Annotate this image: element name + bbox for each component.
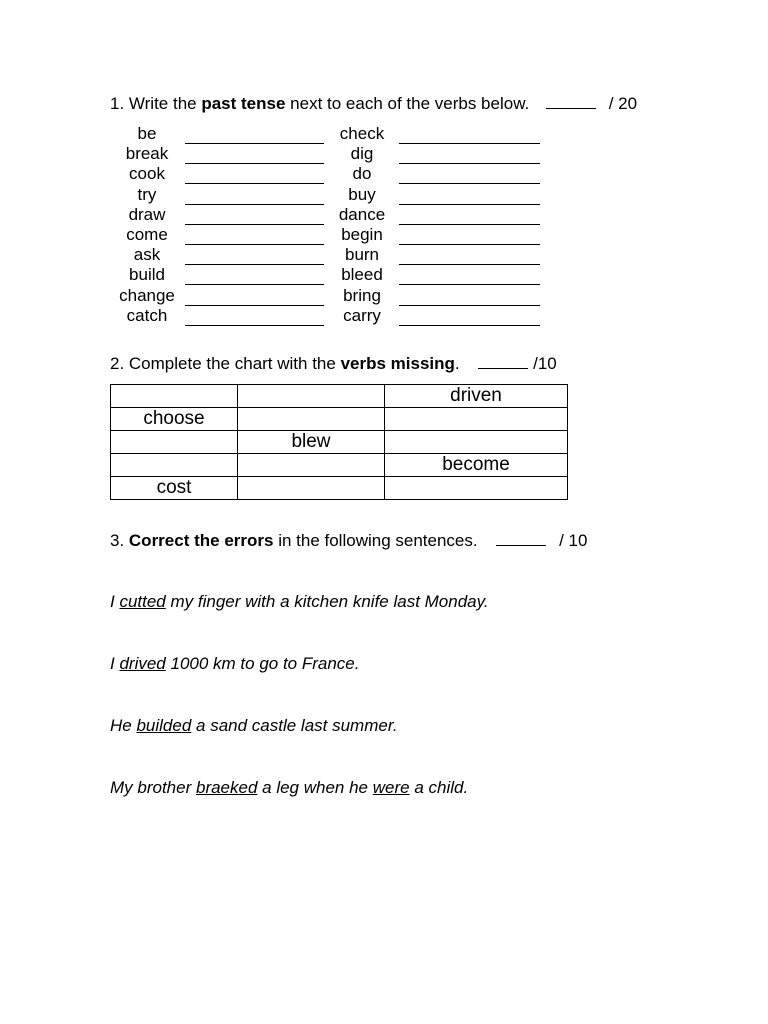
chart-cell[interactable] — [385, 477, 568, 500]
sentence-text: 1000 km to go to France. — [165, 654, 360, 673]
answer-line[interactable] — [399, 183, 540, 184]
section2-score: /10 — [533, 354, 557, 373]
section2-bold: verbs missing — [340, 354, 455, 373]
chart-row — [111, 477, 568, 500]
section2-heading — [110, 354, 557, 374]
verb-right: bleed — [341, 265, 383, 285]
verb-left: cook — [129, 164, 165, 184]
answer-line[interactable] — [185, 325, 324, 326]
verb-left: draw — [128, 204, 166, 224]
answer-line[interactable] — [399, 143, 540, 144]
verb-left: come — [126, 224, 168, 244]
chart-cell[interactable] — [385, 431, 568, 454]
answer-line[interactable] — [399, 224, 540, 225]
chart-cell[interactable]: driven — [385, 385, 568, 408]
verb-right: burn — [344, 245, 380, 265]
section3-heading — [110, 531, 587, 551]
section3-bold: Correct the errors — [128, 531, 274, 550]
chart-cell[interactable]: blew — [238, 431, 385, 454]
chart-cell[interactable] — [111, 385, 238, 408]
answer-line[interactable] — [399, 244, 540, 245]
chart-cell[interactable] — [111, 454, 238, 477]
verb-right: begin — [341, 224, 383, 244]
section3-score: / 10 — [559, 531, 588, 550]
chart-cell[interactable]: choose — [111, 408, 238, 431]
answer-line[interactable] — [399, 305, 540, 306]
answer-line[interactable] — [185, 244, 324, 245]
answer-line[interactable] — [185, 204, 324, 205]
section3-score-blank[interactable] — [496, 531, 546, 546]
section2-prefix: 2. Complete the chart with the — [110, 354, 341, 373]
section1-suffix: next to each of the verbs below. — [285, 94, 530, 113]
verb-left: be — [137, 124, 157, 143]
chart-row — [111, 408, 568, 431]
verb-left: try — [137, 184, 157, 204]
answer-line[interactable] — [399, 163, 540, 164]
section1-score: / 20 — [608, 94, 638, 113]
section1-score-blank[interactable] — [546, 94, 596, 109]
answer-line[interactable] — [185, 143, 324, 144]
sentence-text: a sand castle last summer. — [191, 716, 398, 735]
verb-left: break — [125, 144, 169, 164]
verb-right: bring — [343, 285, 381, 305]
chart-cell[interactable] — [238, 477, 385, 500]
verb-chart — [110, 384, 568, 500]
answer-line[interactable] — [185, 224, 324, 225]
section1-heading — [110, 94, 637, 114]
sentence-error: drived — [119, 654, 166, 673]
section1-prefix: 1. Write the — [110, 94, 202, 113]
sentence-error: braeked — [195, 778, 258, 797]
verb-right: carry — [343, 305, 381, 325]
chart-cell[interactable] — [111, 431, 238, 454]
verb-left: catch — [126, 305, 168, 325]
answer-line[interactable] — [399, 204, 540, 205]
chart-cell[interactable] — [238, 385, 385, 408]
verb-left: change — [119, 285, 175, 305]
answer-line[interactable] — [399, 284, 540, 285]
sentence-error: builded — [136, 716, 192, 735]
answer-line[interactable] — [399, 264, 540, 265]
chart-cell[interactable]: cost — [111, 477, 238, 500]
section3-prefix: 3. — [110, 531, 129, 550]
sentence-text: My brother — [110, 778, 196, 797]
sentence — [110, 591, 489, 613]
chart-cell[interactable]: become — [385, 454, 568, 477]
verb-right: dig — [350, 144, 374, 164]
sentence-error: were — [372, 778, 410, 797]
verb-left: ask — [133, 245, 161, 265]
answer-line[interactable] — [185, 163, 324, 164]
verb-right: check — [339, 124, 385, 143]
verb-right: dance — [338, 204, 386, 224]
sentence-text: my finger with a kitchen knife last Monday. — [165, 592, 489, 611]
answer-line[interactable] — [185, 284, 324, 285]
chart-cell[interactable] — [385, 408, 568, 431]
sentence-text: a child. — [409, 778, 469, 797]
sentence-error: cutted — [119, 592, 166, 611]
answer-line[interactable] — [185, 183, 324, 184]
sentence — [110, 715, 398, 737]
section2-score-blank[interactable] — [478, 354, 528, 369]
sentence — [110, 777, 468, 799]
sentence-text: He — [110, 716, 137, 735]
sentence — [110, 653, 359, 675]
sentence-text: a leg when he — [257, 778, 373, 797]
sentence-text: I — [110, 654, 120, 673]
section2-suffix: . — [454, 354, 460, 373]
chart-cell[interactable] — [238, 454, 385, 477]
verb-left: build — [129, 265, 165, 285]
chart-row — [111, 385, 568, 408]
section3-suffix: in the following sentences. — [273, 531, 478, 550]
sentence-text: I — [110, 592, 120, 611]
chart-row — [111, 454, 568, 477]
verb-right: do — [352, 164, 372, 184]
verb-right: buy — [348, 184, 376, 204]
chart-row — [111, 431, 568, 454]
chart-cell[interactable] — [238, 408, 385, 431]
answer-line[interactable] — [185, 305, 324, 306]
answer-line[interactable] — [399, 325, 540, 326]
answer-line[interactable] — [185, 264, 324, 265]
section1-bold: past tense — [201, 94, 286, 113]
